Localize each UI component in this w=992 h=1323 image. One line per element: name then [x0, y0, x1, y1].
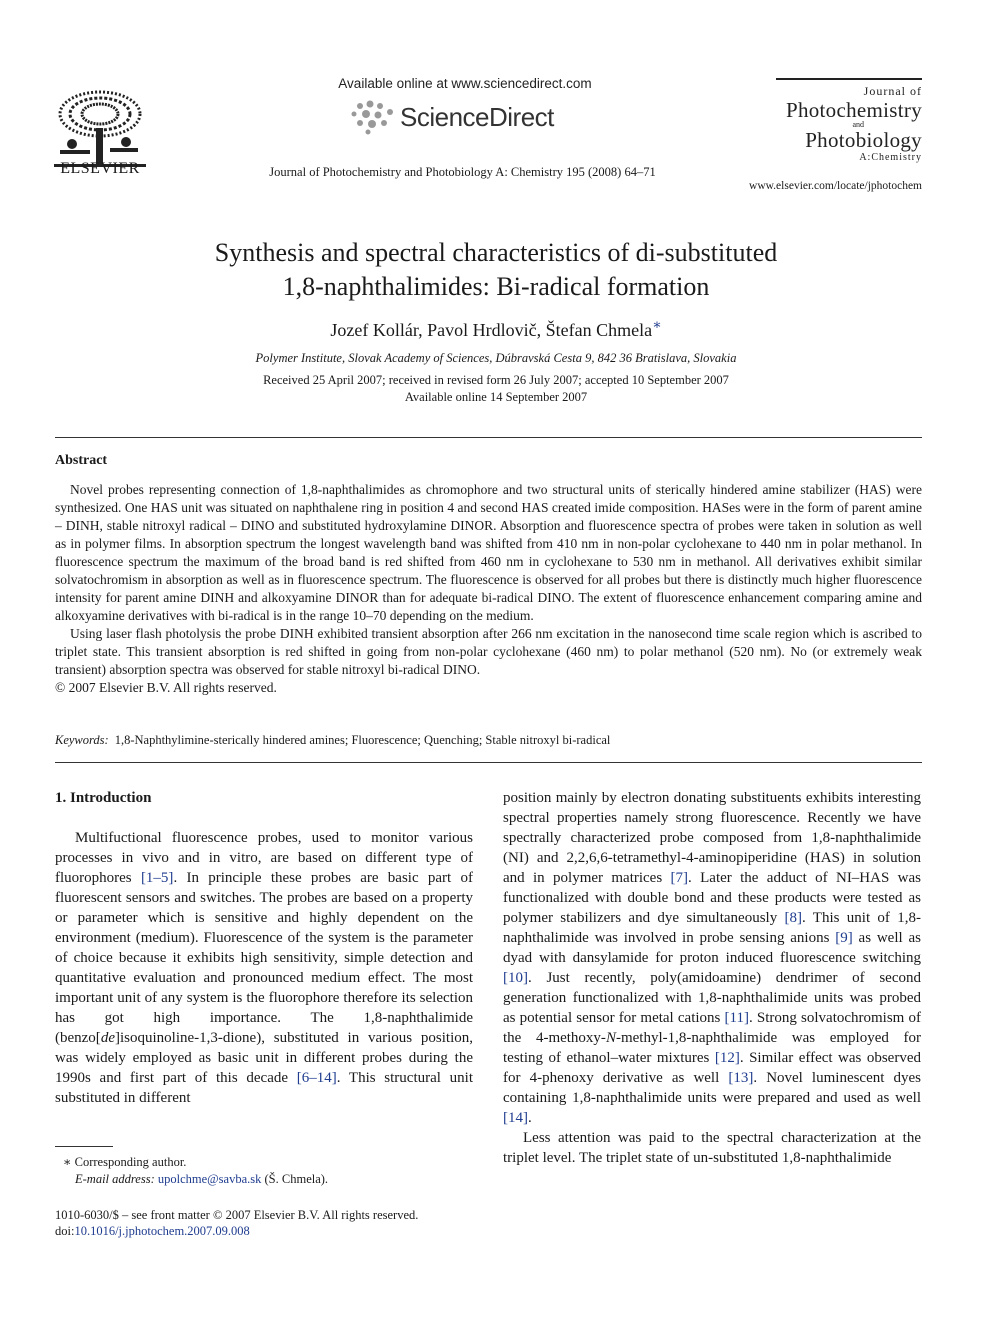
keywords-text: 1,8-Naphthylimine-sterically hindered amines; Fluorescence; Quenching; Stable nitroxyl bi-radical — [114, 733, 611, 747]
body-column-left — [55, 788, 473, 1108]
reference-link[interactable]: [1–5] — [140, 870, 174, 886]
email-label: E-mail address: — [75, 1172, 155, 1186]
doi-line: doi:10.1016/j.jphotochem.2007.09.008 — [55, 1224, 250, 1238]
reference-link[interactable]: [8] — [784, 910, 803, 926]
divider — [55, 762, 922, 763]
author-list — [100, 317, 892, 341]
reference-link[interactable]: [11] — [724, 1010, 749, 1026]
authors-text: Jozef Kollár, Pavol Hrdlovič, Štefan Chmela — [330, 320, 653, 340]
abstract-copyright: © 2007 Elsevier B.V. All rights reserved. — [55, 680, 277, 695]
abstract-paragraph: Using laser flash photolysis the probe DINH exhibited transient absorption after 266 nm excitation in the nanosecond time scale region which is ascribed to triplet state. This transient absorption is red shifted in going from non-polar cyclohexane (460 nm) to polar methanol (520 nm). No (or extremely weak transient) absorption spectra was observed for stable nitroxyl bi-radical DINO. — [55, 626, 922, 677]
reference-link[interactable]: [7] — [670, 870, 689, 886]
sciencedirect-wordmark[interactable]: ScienceDirect — [400, 102, 554, 132]
doi-link[interactable]: 10.1016/j.jphotochem.2007.09.008 — [74, 1224, 250, 1238]
journal-logo-rule — [776, 78, 922, 80]
section-heading: 1. Introduction — [55, 790, 152, 806]
divider — [55, 437, 922, 438]
article-title — [100, 236, 892, 304]
email-footnote: E-mail address: upolchme@savba.sk (Š. Chmela). — [75, 1172, 329, 1186]
body-paragraph: Multifuctional fluorescence probes, used to monitor various processes in vivo and in vitro, are based on different type of fluorophores [1–5]. In principle these probes are basic part of fluorescent sensors and switches. The probes are based on a property or parameter which is sensitive and highly dependent on the environment (medium). Fluorescence of the system is the parameter of choice because it exhibits high sensitivity, simple detection and quantitative evaluation and pronounced medium effect. The most important unit of any system is the fluorophore therefore its selection has got high importance. The 1,8-naphthalimide (benzo[de]isoquinoline-1,3-dione), substituted in various position, was widely employed as basic unit in different probes during the 1990s and first part of this decade [6–14]. This structural unit substituted in different — [55, 830, 473, 1106]
journal-logo-line: Photochemistry — [785, 98, 922, 122]
reference-link[interactable]: [13] — [728, 1070, 754, 1086]
reference-link[interactable]: [14] — [503, 1110, 528, 1126]
abstract-body — [55, 481, 922, 697]
footnote-mark: ∗ — [63, 1155, 72, 1169]
available-online-date: Available online 14 September 2007 — [404, 390, 588, 404]
journal-logo-line: and — [852, 120, 864, 129]
journal-citation: Journal of Photochemistry and Photobiology A: Chemistry 195 (2008) 64–71 — [269, 165, 656, 179]
keywords — [55, 733, 922, 748]
body-column-right — [503, 788, 921, 1168]
journal-logo-line: Journal of — [863, 84, 922, 98]
abstract-paragraph: Novel probes representing connection of 1,8-naphthalimides as chromophore and two structural units of sterically hindered amine stabilizer (HAS) were synthesized. One HAS unit was situated on naphthalene ring in position 4 and second HAS created imide composition. HASes were in the form of parent amine – DINH, stable nitroxyl radical – DINO and substituted hydroxylamine DINOR. Absorption and fluorescence spectra of probes were taken in solution as well as in polymer films. In absorption spectrum the longest wavelength band was shifted from 410 nm in non-polar cyclohexane to 440 nm in polar methanol. In fluorescence spectrum the maximum of the broad band is red shifted from 460 nm in cyclohexane to 530 nm in methanol. All derivatives exhibit similar solvatochromism in absorption as well as in fluorescence spectrum. The fluorescence is observed for all probes but there is distinctly much higher fluorescence intensity for parent amine DINH and alkoxyamine DINOR than for adequate bi-radical DINO. The extent of fluorescence enhancement comparing amine and alkoxyamine derivatives with bi-radical is in the range 10–70 depending on the medium. — [55, 482, 922, 623]
reference-link[interactable]: [9] — [835, 930, 853, 946]
available-online-text[interactable]: Available online at www.sciencedirect.com — [338, 76, 592, 91]
received-dates: Received 25 April 2007; received in revised form 26 July 2007; accepted 10 September 2007 — [263, 373, 729, 387]
email-link[interactable]: upolchme@savba.sk — [157, 1172, 262, 1186]
front-matter: 1010-6030/$ – see front matter © 2007 Elsevier B.V. All rights reserved. — [55, 1208, 419, 1222]
reference-link[interactable]: [10] — [503, 970, 528, 986]
reference-link[interactable]: [6–14] — [296, 1070, 337, 1086]
keywords-label: Keywords: — [55, 733, 109, 747]
journal-logo-line: Photobiology — [805, 128, 922, 152]
body-paragraph: position mainly by electron donating substituents exhibits interesting spectral properties namely strong fluorescence. Recently we have spectrally characterized probe composed from 1,8-naphthalimide (NI) and 2,2,6,6-tetramethyl-4-aminopiperidine (HAS) in solution and in polymer matrices [7]. Later the adduct of NI–HAS was functionalized with double bond and these products were tested as polymer stabilizers and dye simultaneously [8]. This unit of 1,8-naphthalimide was involved in probe sensing anions [9] as well as dyad with dansylamide for proton induced fluorescence switching [10]. Just recently, poly(amidoamine) dendrimer of second generation functionalized with 1,8-naphthalimide units was probed as potential sensor for metal cations [11]. Strong solvatochromism of the 4-methoxy-N-methyl-1,8-naphthalimide was employed for testing of ethanol–water mixtures [12]. Similar effect was observed for 4-phenoxy derivative as well [13]. Novel luminescent dyes containing 1,8-naphthalimide units were prepared and used as well [14]. — [503, 790, 921, 1126]
publisher-name: ELSEVIER — [60, 160, 140, 177]
corresponding-author-mark[interactable]: ∗ — [652, 318, 662, 333]
journal-logo-line: A:Chemistry — [859, 152, 922, 163]
title-line: Synthesis and spectral characteristics of di-substituted — [214, 238, 778, 267]
footnote-divider — [55, 1146, 113, 1147]
title-line: 1,8-naphthalimides: Bi-radical formation — [282, 272, 710, 301]
affiliation: Polymer Institute, Slovak Academy of Sciences, Dúbravská Cesta 9, 842 36 Bratislava, Slovakia — [255, 351, 737, 365]
abstract-heading: Abstract — [55, 453, 108, 468]
journal-url[interactable]: www.elsevier.com/locate/jphotochem — [749, 180, 922, 192]
corresponding-author-footnote: ∗ Corresponding author. — [63, 1155, 187, 1169]
body-paragraph: Less attention was paid to the spectral characterization at the triplet level. The triplet state of un-substituted 1,8-naphthalimide — [503, 1130, 921, 1166]
reference-link[interactable]: [12] — [714, 1050, 740, 1066]
